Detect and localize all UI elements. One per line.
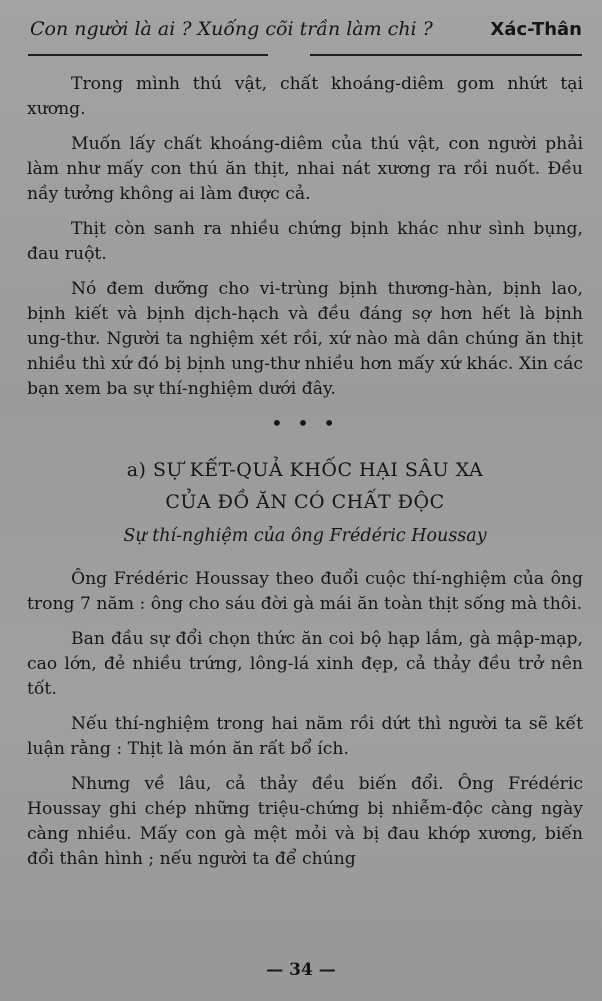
running-header-title: Con người là ai ? Xuống cõi trần làm chi ? [30, 18, 433, 40]
header-rule-right [310, 54, 582, 56]
body-text [27, 72, 583, 882]
header-rule-left [28, 54, 268, 56]
paragraph: Ban đầu sự đổi chọn thức ăn coi bộ hạp lắm, gà mập-mạp, cao lớn, đẻ nhiều trứng, lông-lá xinh đẹp, cả thảy đều trở nên tốt. [27, 629, 583, 699]
paragraph: Thịt còn sanh ra nhiều chứng bịnh khác như sình bụng, đau ruột. [27, 219, 583, 264]
paragraph: Muốn lấy chất khoáng-diêm của thú vật, con người phải làm như mấy con thú ăn thịt, nhai nát xương ra rồi nuốt. Đều nầy tưởng không ai làm được cả. [27, 134, 583, 204]
section-title-line-2: CỦA ĐỒ ĂN CÓ CHẤT ĐỘC [165, 491, 445, 513]
section-title-line-1: a) SỰ KẾT-QUẢ KHỐC HẠI SÂU XA [126, 459, 484, 481]
page-number: — 34 — [266, 960, 336, 980]
section-subtitle: Sự thí-nghiệm của ông Frédéric Houssay [123, 526, 487, 546]
paragraph: Ông Frédéric Houssay theo đuổi cuộc thí-nghiệm của ông trong 7 năm : ông cho sáu đời gà mái ăn toàn thịt sống mà thôi. [27, 569, 583, 614]
paragraph: Nhưng về lâu, cả thảy đều biến đổi. Ông Frédéric Houssay ghi chép những triệu-chứng bị nhiễm-độc càng ngày càng nhiều. Mấy con gà mệt mỏi và bị đau khớp xương, biến đổi thân hình ; nếu người ta để chúng [27, 774, 583, 869]
paragraph: Nó đem dưỡng cho vi-trùng bịnh thương-hàn, bịnh lao, bịnh kiết và bịnh dịch-hạch và đều đáng sợ hơn hết là bịnh ung-thư. Người ta nghiệm xét rồi, xứ nào mà dân chúng ăn thịt nhiều thì xứ đó bị bịnh ung-thư nhiều hơn mấy xứ khác. Xin các bạn xem ba sự thí-nghiệm dưới đây. [27, 279, 583, 399]
paragraph: Trong mình thú vật, chất khoáng-diêm gom nhứt tại xương. [27, 74, 583, 119]
running-header-chapter: Xác-Thân [490, 19, 582, 40]
running-header [30, 18, 582, 40]
section-separator: • • • [270, 411, 340, 435]
paragraph: Nếu thí-nghiệm trong hai năm rồi dứt thì người ta sẽ kết luận rằng : Thịt là món ăn rất bổ ích. [27, 714, 583, 759]
